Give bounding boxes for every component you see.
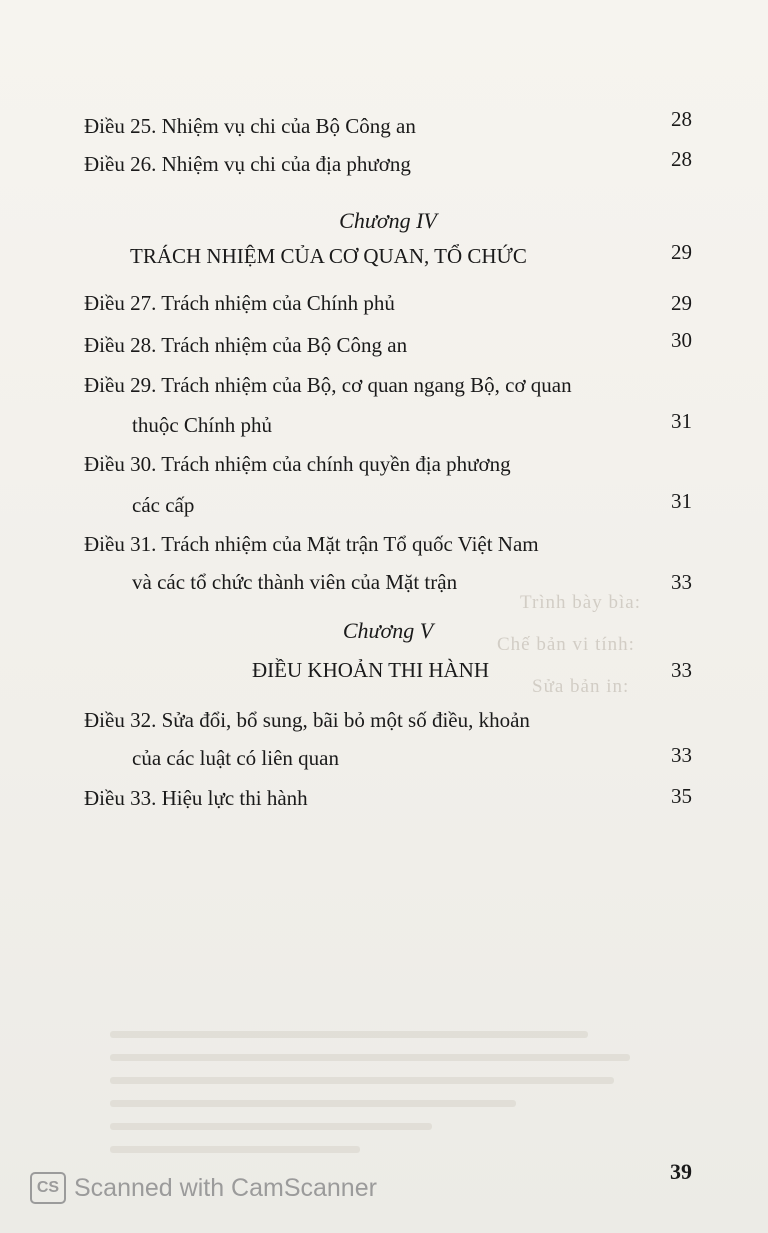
page-number: 39: [670, 1159, 692, 1184]
toc-entry-page: 31: [671, 409, 692, 433]
toc-entry-title-continued: thuộc Chính phủ: [132, 413, 272, 437]
toc-entry-page: 33: [671, 743, 692, 767]
toc-entry-title: Điều 26. Nhiệm vụ chi của địa phương: [84, 152, 411, 176]
toc-entry-page: 28: [671, 147, 692, 171]
bleed-through-text: Sửa bản in:: [532, 676, 630, 697]
camscanner-watermark: [30, 1172, 377, 1204]
toc-entry-title: Điều 29. Trách nhiệm của Bộ, cơ quan ngang Bộ, cơ quan: [84, 373, 572, 397]
toc-entry-title-continued: các cấp: [132, 493, 195, 517]
toc-entry-page: 35: [671, 784, 692, 808]
toc-entry-title: Điều 27. Trách nhiệm của Chính phủ: [84, 291, 395, 315]
toc-entry-title: Điều 32. Sửa đổi, bổ sung, bãi bỏ một số điều, khoản: [84, 708, 530, 732]
camscanner-logo-icon: CS: [30, 1172, 66, 1204]
bleed-through-block: [110, 1015, 630, 1169]
bleed-through-text: Trình bày bìa:: [520, 592, 641, 613]
toc-entry-page: 31: [671, 489, 692, 513]
chapter-page: 33: [671, 658, 692, 682]
toc-entry-title: Điều 31. Trách nhiệm của Mặt trận Tổ quốc Việt Nam: [84, 532, 539, 556]
toc-entry-title: Điều 25. Nhiệm vụ chi của Bộ Công an: [84, 114, 416, 138]
toc-entry-title-continued: của các luật có liên quan: [132, 746, 339, 770]
chapter-title: TRÁCH NHIỆM CỦA CƠ QUAN, TỔ CHỨC: [130, 244, 527, 268]
toc-entry-title: Điều 28. Trách nhiệm của Bộ Công an: [84, 333, 408, 357]
toc-entry-page: 28: [671, 107, 692, 131]
camscanner-text: Scanned with CamScanner: [74, 1173, 377, 1202]
toc-entry-page: 29: [671, 291, 692, 315]
toc-entry-title: Điều 30. Trách nhiệm của chính quyền địa phương: [84, 452, 511, 476]
chapter-label: Chương V: [342, 618, 434, 643]
toc-entry-title: Điều 33. Hiệu lực thi hành: [84, 786, 308, 810]
chapter-page: 29: [671, 240, 692, 264]
chapter-label: Chương IV: [339, 208, 437, 233]
bleed-through-text: Chế bản vi tính:: [497, 634, 635, 655]
toc-entry-page: 33: [671, 570, 692, 594]
toc-entry-page: 30: [671, 328, 692, 352]
chapter-title: ĐIỀU KHOẢN THI HÀNH: [252, 658, 489, 682]
toc-entry-title-continued: và các tổ chức thành viên của Mặt trận: [132, 570, 458, 594]
